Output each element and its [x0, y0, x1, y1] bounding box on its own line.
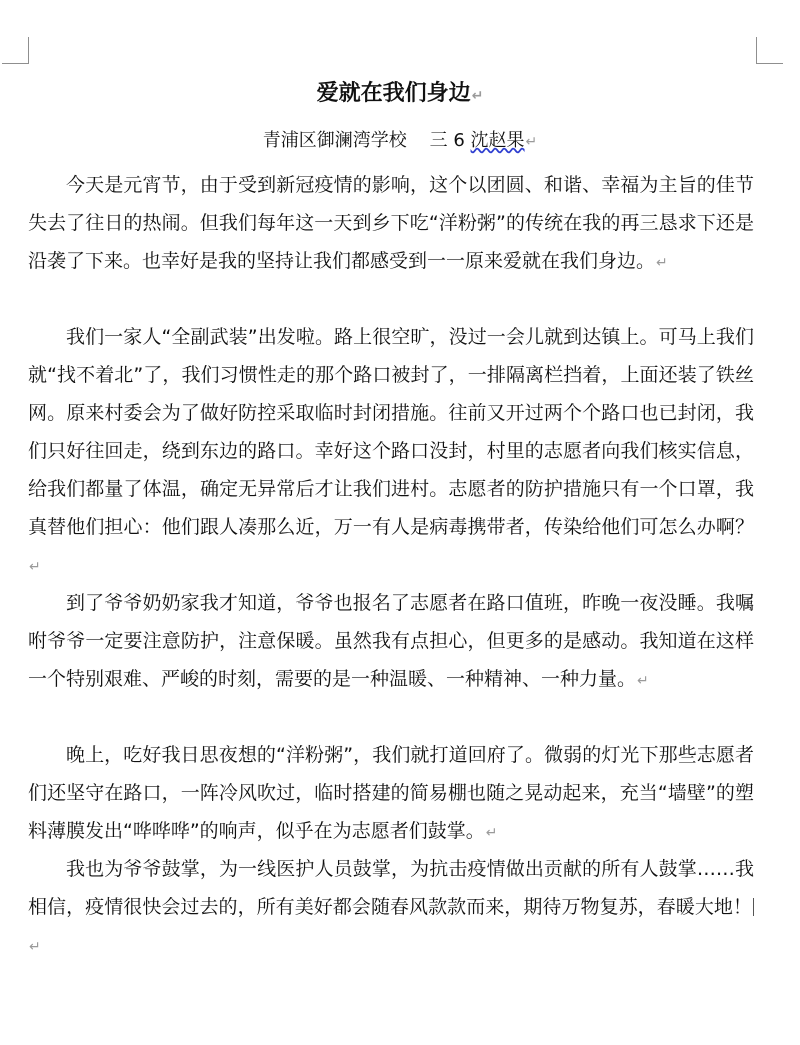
paragraph-mark-icon: ↵ [656, 255, 668, 271]
paragraph[interactable] [28, 736, 754, 850]
paragraph[interactable] [28, 318, 754, 584]
top-right-crop-mark [756, 37, 783, 64]
paragraph[interactable] [28, 850, 754, 964]
paragraph-text: 今天是元宵节，由于受到新冠疫情的影响，这个以团圆、和谐、幸福为主旨的佳节失去了往日的热闹。但我们每年这一天到乡下吃“洋粉粥”的传统在我的再三恳求下还是沿袭了下来。也幸好是我的坚持让我们都感受到一一原来爱就在我们身边。 [28, 174, 754, 272]
paragraph-text: 到了爷爷奶奶家我才知道，爷爷也报名了志愿者在路口值班，昨晚一夜没睡。我嘱咐爷爷一定要注意防护，注意保暖。虽然我有点担心，但更多的是感动。我知道在这样一个特别艰难、严峻的时刻，需要的是一种温暖、一种精神、一种力量。 [28, 592, 754, 690]
document-title[interactable] [0, 79, 800, 111]
paragraph-text: 我们一家人“全副武装”出发啦。路上很空旷，没过一会儿就到达镇上。可马上我们就“找不着北”了，我们习惯性走的那个路口被封了，一排隔离栏挡着，上面还装了铁丝网。原来村委会为了做好防控采取临时封闭措施。往前又开过两个个路口也已封闭，我们只好往回走，绕到东边的路口。幸好这个路口没封，村里的志愿者向我们核实信息，给我们都量了体温，确定无异常后才让我们进村。志愿者的防护措施只有一个口罩，我真替他们担心：他们跟人凑那么近，万一有人是病毒携带者，传染给他们可怎么办啊？ [28, 326, 754, 538]
class-name: 三 6 [429, 130, 465, 151]
title-text: 爱就在我们身边 [316, 81, 471, 106]
paragraph-mark-icon: ↵ [471, 88, 484, 104]
paragraph-mark-icon: ↵ [637, 673, 649, 689]
paragraph-text: 我也为爷爷鼓掌，为一线医护人员鼓掌，为抗击疫情做出贡献的所有人鼓掌……我相信，疫情很快会过去的，所有美好都会随春风款款而来，期待万物复苏，春暖大地！ [28, 858, 754, 918]
text-cursor [753, 898, 754, 916]
document-body[interactable] [28, 166, 754, 964]
paragraph[interactable] [28, 166, 754, 318]
paragraph-mark-icon: ↵ [525, 134, 538, 150]
paragraph-mark-icon: ↵ [29, 939, 41, 955]
school-name: 青浦区御澜湾学校 [262, 130, 407, 151]
paragraph-mark-icon: ↵ [29, 559, 41, 575]
top-left-crop-mark [2, 37, 29, 64]
paragraph-text: 晚上，吃好我日思夜想的“洋粉粥”，我们就打道回府了。微弱的灯光下那些志愿者们还坚守在路口，一阵冷风吹过，临时搭建的简易棚也随之晃动起来，充当“墙壁”的塑料薄膜发出“哗哗哗”的响声，似乎在为志愿者们鼓掌。 [28, 744, 754, 842]
document-byline[interactable] [0, 127, 800, 156]
paragraph-mark-icon: ↵ [485, 825, 498, 841]
paragraph[interactable] [28, 584, 754, 736]
author-name: 沈赵果 [470, 130, 525, 151]
